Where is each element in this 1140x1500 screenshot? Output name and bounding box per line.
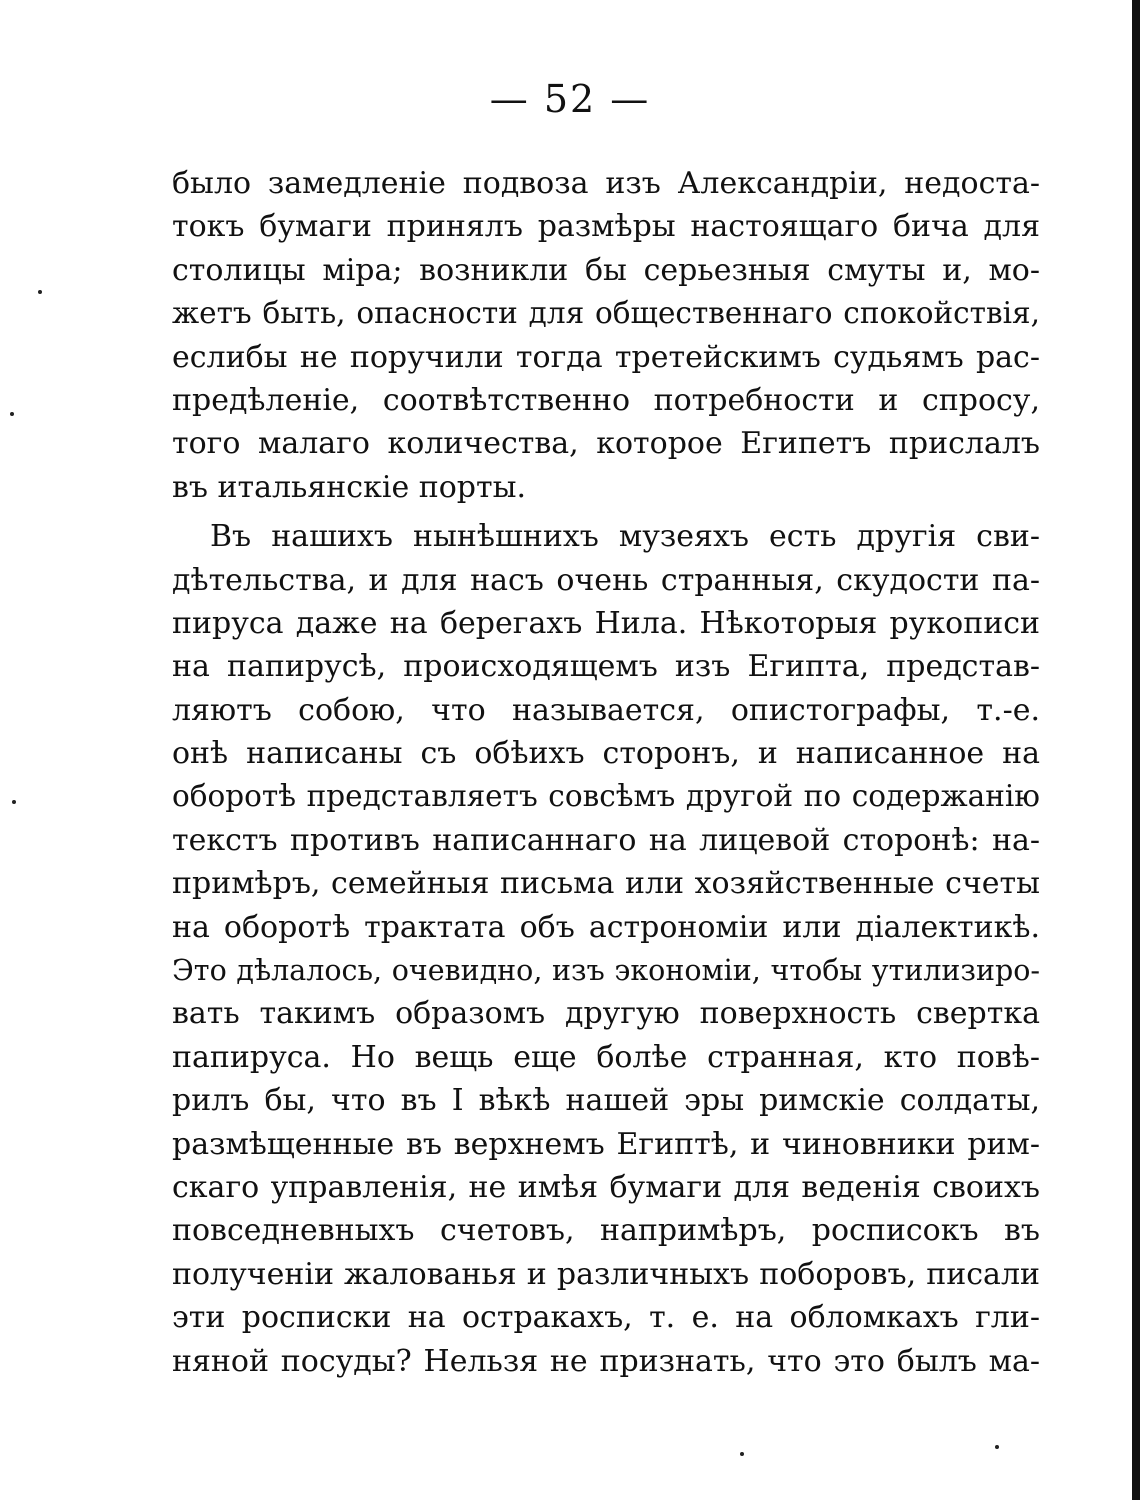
text-line: было замедленіе подвоза изъ Александріи, недоста- xyxy=(172,166,1040,201)
scan-speck xyxy=(12,800,16,804)
text-line: въ итальянскіе порты. xyxy=(172,469,527,505)
text-line: полученіи жалованья и различныхъ поборовъ, писали xyxy=(172,1256,1040,1292)
page-edge-rule xyxy=(1132,0,1140,1500)
text-line: предѣленіе, соотвѣтственно потребности и спросу, xyxy=(172,382,1040,418)
text-line: на оборотѣ трактата объ астрономіи или діалектикѣ. xyxy=(172,909,1040,945)
scan-speck xyxy=(995,1445,999,1449)
text-line: ляютъ собою, что называется, опистографы, т.-е. xyxy=(172,692,1040,728)
text-line: скаго управленія, не имѣя бумаги для веденія своихъ xyxy=(172,1169,1040,1205)
paragraph-1 xyxy=(172,162,1040,509)
body-text xyxy=(172,162,1040,1383)
text-line: жетъ быть, опасности для общественнаго спокойствія, xyxy=(172,296,1040,331)
text-line: эти росписки на остракахъ, т. е. на обломкахъ гли- xyxy=(172,1300,1040,1336)
text-line: столицы міра; возникли бы серьезныя смуты и, мо- xyxy=(172,252,1040,288)
text-line: онѣ написаны съ обѣихъ сторонъ, и написанное на xyxy=(172,736,1040,772)
text-line: размѣщенные въ верхнемъ Египтѣ, и чиновники рим- xyxy=(172,1126,1040,1162)
text-line: на папирусѣ, происходящемъ изъ Египта, представ- xyxy=(172,649,1040,685)
text-line: еслибы не поручили тогда третейскимъ судьямъ рас- xyxy=(172,339,1040,375)
text-line: текстъ противъ написаннаго на лицевой сторонѣ: на- xyxy=(172,822,1040,858)
text-line: примѣръ, семейныя письма или хозяйственные счеты xyxy=(172,866,1040,902)
text-line: пируса даже на берегахъ Нила. Нѣкоторыя рукописи xyxy=(172,605,1040,641)
text-line: вать такимъ образомъ другую поверхность свертка xyxy=(172,996,1040,1032)
text-line: папируса. Но вещь еще болѣе странная, кто повѣ- xyxy=(172,1039,1040,1075)
text-line: токъ бумаги принялъ размѣры настоящаго бича для xyxy=(172,209,1040,245)
text-line: Это дѣлалось, очевидно, изъ экономіи, чтобы утилизиро- xyxy=(172,954,1040,988)
text-line: того малаго количества, которое Египетъ прислалъ xyxy=(172,426,1040,462)
text-line: няной посуды? Нельзя не признать, что это былъ ма- xyxy=(172,1343,1040,1379)
page-number: — 52 — xyxy=(489,77,651,121)
text-line: оборотѣ представляетъ совсѣмъ другой по содержанію xyxy=(172,779,1040,814)
text-line: Въ нашихъ нынѣшнихъ музеяхъ есть другія сви- xyxy=(210,519,1040,555)
text-line: повседневныхъ счетовъ, напримѣръ, росписокъ въ xyxy=(172,1213,1040,1249)
scan-speck xyxy=(740,1452,744,1456)
text-line: дѣтельства, и для насъ очень странныя, скудости па- xyxy=(172,562,1040,598)
scan-speck xyxy=(38,290,42,294)
scan-speck xyxy=(10,412,14,416)
text-line: рилъ бы, что въ I вѣкѣ нашей эры римскіе солдаты, xyxy=(172,1083,1040,1119)
paragraph-2 xyxy=(172,515,1040,1383)
